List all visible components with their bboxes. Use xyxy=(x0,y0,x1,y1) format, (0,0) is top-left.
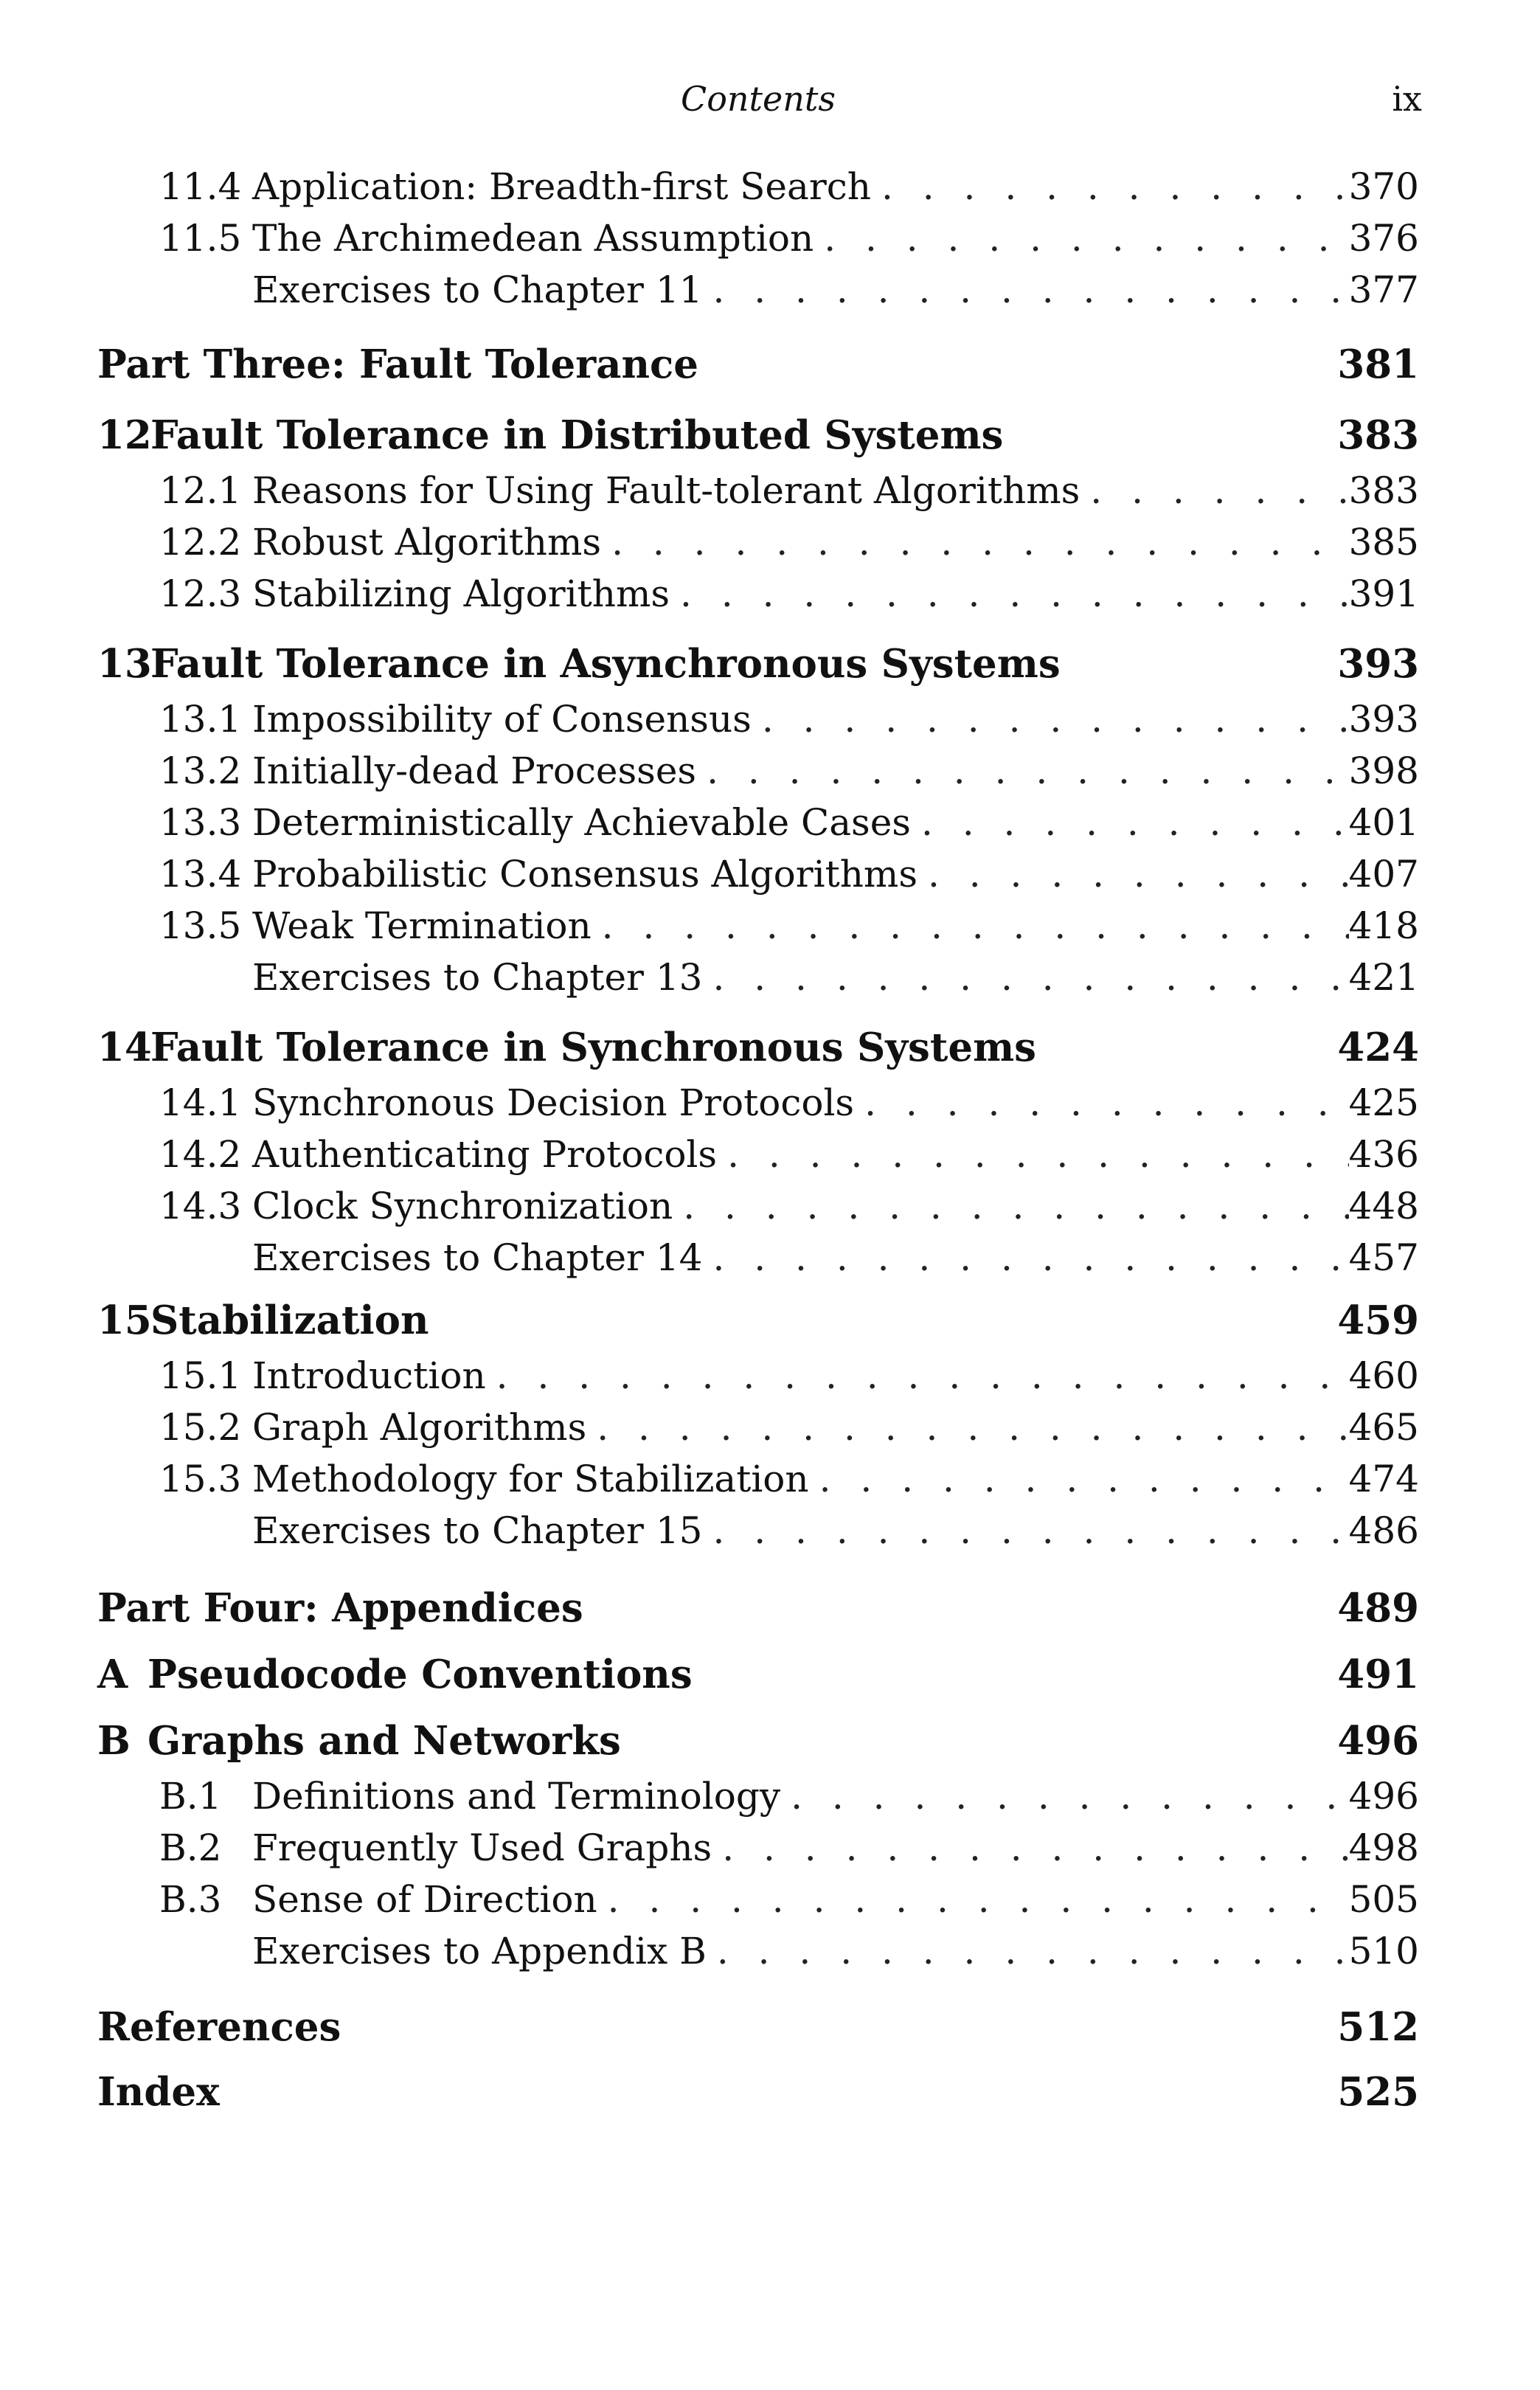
toc-entry-page-number: 376 xyxy=(1348,217,1419,260)
toc-entry-page-number: 505 xyxy=(1348,1878,1419,1921)
toc-entry-number: 14 xyxy=(97,1025,152,1070)
dot-leader xyxy=(670,568,1349,620)
toc-entry-number: B.1 xyxy=(159,1775,222,1818)
toc-entry-page-number: 401 xyxy=(1348,801,1419,844)
toc-section-entry xyxy=(159,212,1419,264)
dot-leader xyxy=(696,745,1348,797)
toc-entry-number: A xyxy=(97,1652,128,1697)
toc-entry-page-number: 457 xyxy=(1348,1236,1419,1279)
toc-part-entry xyxy=(97,1579,1419,1638)
toc-entry-page-number: 393 xyxy=(1348,698,1419,741)
dot-leader xyxy=(702,264,1348,316)
toc-entry-page-number: 418 xyxy=(1348,904,1419,947)
toc-entry-page-number: 385 xyxy=(1348,521,1419,564)
toc-entry-title: Fault Tolerance in Synchronous Systems xyxy=(150,1025,1037,1070)
toc-entry-title: Methodology for Stabilization xyxy=(252,1458,809,1500)
toc-entry-number: 13.4 xyxy=(159,853,242,896)
toc-entry-page-number: 460 xyxy=(1348,1354,1419,1397)
toc-entry-page-number: 459 xyxy=(1337,1298,1419,1343)
toc-entry-number: 12.3 xyxy=(159,572,242,615)
toc-entry-title: Fault Tolerance in Asynchronous Systems xyxy=(150,641,1061,687)
toc-entry-page-number: 510 xyxy=(1348,1930,1419,1972)
toc-entry-title: Stabilizing Algorithms xyxy=(252,572,670,615)
toc-entry-page-number: 489 xyxy=(1337,1585,1419,1631)
dot-leader xyxy=(871,161,1349,212)
toc-section-entry xyxy=(159,1770,1419,1822)
toc-entry-page-number: 474 xyxy=(1348,1458,1419,1500)
toc-section-entry xyxy=(159,1822,1419,1874)
toc-entry-title: Reasons for Using Fault-tolerant Algorithms xyxy=(252,469,1081,512)
toc-entry-number: B.3 xyxy=(159,1878,222,1921)
dot-leader xyxy=(780,1770,1348,1822)
toc-entry-title: Exercises to Appendix B xyxy=(252,1930,707,1972)
toc-section-entry xyxy=(159,1350,1419,1402)
toc-section-entry xyxy=(159,1180,1419,1232)
toc-entry-title: Initially-dead Processes xyxy=(252,749,697,792)
toc-entry-number: B xyxy=(97,1718,131,1764)
toc-entry-number: 15.1 xyxy=(159,1354,242,1397)
toc-entry-title: Synchronous Decision Protocols xyxy=(252,1081,855,1124)
toc-plain-entry xyxy=(97,1998,1419,2057)
toc-plain-entry xyxy=(97,2062,1419,2121)
dot-leader xyxy=(702,1232,1348,1284)
toc-entry-title: Stabilization xyxy=(150,1298,429,1343)
toc-section-entry xyxy=(159,797,1419,848)
toc-appendix-entry xyxy=(97,1645,1419,1704)
toc-section-entry xyxy=(159,1077,1419,1129)
toc-entry-page-number: 383 xyxy=(1337,412,1419,458)
toc-entry-title: Authenticating Protocols xyxy=(252,1133,718,1176)
toc-entry-title: Graph Algorithms xyxy=(252,1406,587,1449)
toc-entry-page-number: 512 xyxy=(1337,2004,1419,2050)
dot-leader xyxy=(918,848,1349,900)
toc-entry-title: Weak Termination xyxy=(252,904,592,947)
toc-entry-page-number: 391 xyxy=(1348,572,1419,615)
toc-entry-title: The Archimedean Assumption xyxy=(252,217,814,260)
toc-entry-title: Part Three: Fault Tolerance xyxy=(97,342,699,387)
toc-section-entry xyxy=(159,161,1419,212)
toc-entry-number: 14.3 xyxy=(159,1185,242,1227)
toc-entry-title: Exercises to Chapter 15 xyxy=(252,1509,703,1552)
toc-entry-title: Robust Algorithms xyxy=(252,521,602,564)
toc-entry-number: 12.2 xyxy=(159,521,242,564)
toc-section-entry xyxy=(159,900,1419,952)
dot-leader xyxy=(592,900,1349,952)
toc-entry-title: Exercises to Chapter 11 xyxy=(252,269,703,311)
toc-entry-title: Definitions and Terminology xyxy=(252,1775,781,1818)
toc-section-entry xyxy=(159,1129,1419,1180)
toc-section-entry xyxy=(159,1925,1419,1977)
toc-entry-number: 15.3 xyxy=(159,1458,242,1500)
toc-entry-page-number: 465 xyxy=(1348,1406,1419,1449)
dot-leader xyxy=(911,797,1349,848)
toc-entry-page-number: 448 xyxy=(1348,1185,1419,1227)
toc-section-entry xyxy=(159,952,1419,1003)
dot-leader xyxy=(717,1129,1348,1180)
toc-entry-page-number: 370 xyxy=(1348,165,1419,208)
toc-entry-page-number: 398 xyxy=(1348,749,1419,792)
toc-section-entry xyxy=(159,1402,1419,1453)
toc-entry-number: 15.2 xyxy=(159,1406,242,1449)
toc-entry-page-number: 381 xyxy=(1337,342,1419,387)
dot-leader xyxy=(712,1822,1348,1874)
toc-entry-page-number: 425 xyxy=(1348,1081,1419,1124)
toc-entry-number: 11.4 xyxy=(159,165,242,208)
toc-section-entry xyxy=(159,848,1419,900)
running-header-page-number: ix xyxy=(1392,79,1422,119)
toc-entry-number: 13 xyxy=(97,641,152,687)
toc-entry-number: 13.3 xyxy=(159,801,242,844)
toc-entry-title: Graphs and Networks xyxy=(148,1718,621,1764)
toc-entry-number: 13.1 xyxy=(159,698,242,741)
toc-entry-title: Sense of Direction xyxy=(252,1878,597,1921)
toc-entry-number: 13.2 xyxy=(159,749,242,792)
toc-entry-page-number: 525 xyxy=(1337,2069,1419,2115)
toc-entry-number: 12 xyxy=(97,412,152,458)
toc-entry-page-number: 421 xyxy=(1348,956,1419,999)
toc-entry-number: 11.5 xyxy=(159,217,242,260)
toc-entry-title: Fault Tolerance in Distributed Systems xyxy=(150,412,1004,458)
toc-entry-title: References xyxy=(97,2004,341,2050)
toc-entry-number: 14.2 xyxy=(159,1133,242,1176)
toc-entry-title: Part Four: Appendices xyxy=(97,1585,583,1631)
dot-leader xyxy=(814,212,1348,264)
toc-section-entry xyxy=(159,568,1419,620)
toc-section-entry xyxy=(159,1505,1419,1556)
toc-section-entry xyxy=(159,745,1419,797)
toc-section-entry xyxy=(159,1874,1419,1925)
toc-appendix-entry xyxy=(97,1711,1419,1770)
toc-entry-title: Introduction xyxy=(252,1354,486,1397)
dot-leader xyxy=(1080,465,1348,516)
toc-chapter-entry xyxy=(97,406,1419,465)
toc-entry-title: Exercises to Chapter 13 xyxy=(252,956,703,999)
dot-leader xyxy=(486,1350,1349,1402)
toc-entry-title: Probabilistic Consensus Algorithms xyxy=(252,853,918,896)
toc-entry-number: 12.1 xyxy=(159,469,242,512)
toc-entry-page-number: 496 xyxy=(1348,1775,1419,1818)
toc-entry-title: Clock Synchronization xyxy=(252,1185,673,1227)
toc-entry-title: Application: Breadth-first Search xyxy=(252,165,871,208)
toc-entry-title: Exercises to Chapter 14 xyxy=(252,1236,703,1279)
toc-section-entry xyxy=(159,264,1419,316)
toc-entry-title: Deterministically Achievable Cases xyxy=(252,801,911,844)
toc-entry-number: 13.5 xyxy=(159,904,242,947)
toc-entry-page-number: 383 xyxy=(1348,469,1419,512)
toc-entry-title: Frequently Used Graphs xyxy=(252,1826,712,1869)
toc-entry-page-number: 436 xyxy=(1348,1133,1419,1176)
dot-leader xyxy=(702,952,1348,1003)
toc-entry-page-number: 496 xyxy=(1337,1718,1419,1764)
toc-entry-title: Index xyxy=(97,2069,220,2115)
toc-entry-number: 15 xyxy=(97,1298,152,1343)
dot-leader xyxy=(702,1505,1348,1556)
toc-entry-page-number: 498 xyxy=(1348,1826,1419,1869)
dot-leader xyxy=(673,1180,1348,1232)
toc-chapter-entry xyxy=(97,1018,1419,1077)
dot-leader xyxy=(752,693,1349,745)
toc-entry-title: Pseudocode Conventions xyxy=(148,1652,693,1697)
toc-chapter-entry xyxy=(97,634,1419,693)
toc-section-entry xyxy=(159,693,1419,745)
toc-entry-page-number: 491 xyxy=(1337,1652,1419,1697)
toc-entry-number: B.2 xyxy=(159,1826,222,1869)
toc-entry-page-number: 377 xyxy=(1348,269,1419,311)
toc-entry-number: 14.1 xyxy=(159,1081,242,1124)
toc-section-entry xyxy=(159,1232,1419,1284)
dot-leader xyxy=(809,1453,1349,1505)
toc-part-entry xyxy=(97,335,1419,394)
toc-entry-page-number: 424 xyxy=(1337,1025,1419,1070)
toc-entry-page-number: 407 xyxy=(1348,853,1419,896)
dot-leader xyxy=(854,1077,1348,1129)
toc-entry-page-number: 486 xyxy=(1348,1509,1419,1552)
dot-leader xyxy=(586,1402,1348,1453)
toc-entry-page-number: 393 xyxy=(1337,641,1419,687)
toc-entry-title: Impossibility of Consensus xyxy=(252,698,752,741)
toc-section-entry xyxy=(159,516,1419,568)
dot-leader xyxy=(707,1925,1349,1977)
toc-section-entry xyxy=(159,465,1419,516)
toc-chapter-entry xyxy=(97,1291,1419,1350)
toc-section-entry xyxy=(159,1453,1419,1505)
running-header-title: Contents xyxy=(681,79,836,119)
dot-leader xyxy=(597,1874,1349,1925)
dot-leader xyxy=(601,516,1348,568)
